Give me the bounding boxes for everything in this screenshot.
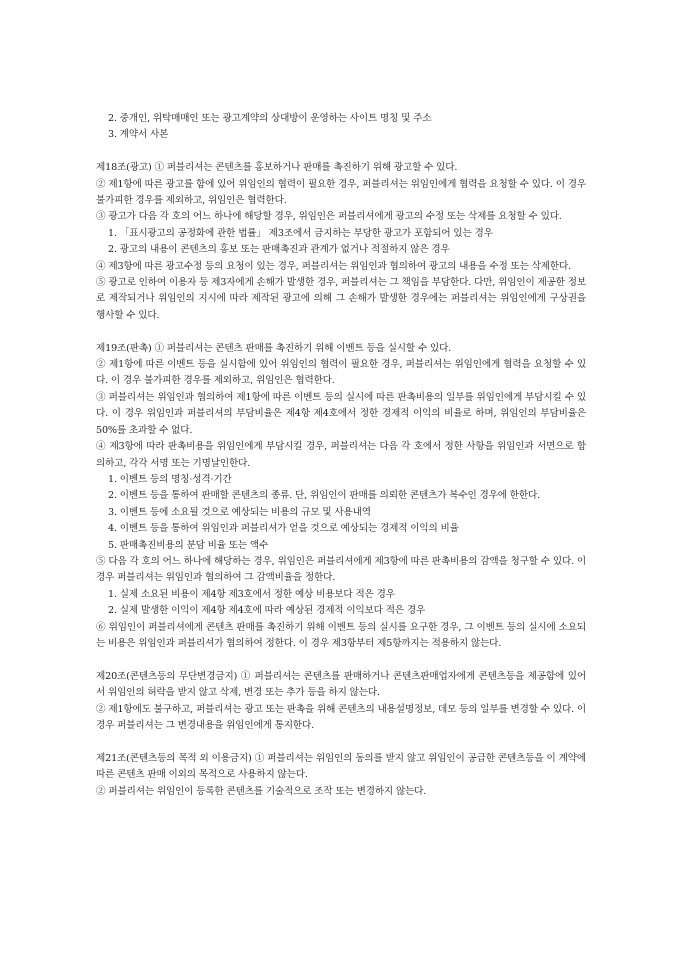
list-item: 2. 중개인, 위탁매매인 또는 광고계약의 상대방이 운영하는 사이트 명칭 및 주소 bbox=[108, 113, 432, 124]
list-item: 3. 계약서 사본 bbox=[108, 129, 169, 141]
list-item: 2. 실제 발생한 이익이 제4항 제4호에 따라 예상된 경제적 이익보다 적은 경우 bbox=[108, 605, 426, 617]
clause-paragraph: 제19조(판촉) ① 퍼블리셔는 콘텐츠 판매를 촉진하기 위해 이벤트 등을 실시할 수 있다. bbox=[96, 342, 452, 354]
list-item: 5. 판매촉진비용의 분담 비율 또는 액수 bbox=[108, 539, 269, 551]
list-item: 2. 이벤트 등을 통하여 판매할 콘텐츠의 종류. 단, 위임인이 판매를 의뢰한 콘텐츠가 복수인 경우에 한한다. bbox=[108, 490, 540, 502]
list-item: 1. 이벤트 등의 명칭·성격·기간 bbox=[108, 473, 232, 485]
paragraph-gap bbox=[96, 734, 586, 750]
clause-paragraph: ⑤ 광고로 인하여 이용자 등 제3자에게 손해가 발생한 경우, 퍼블리셔는 그 책임을 부담한다. 다만, 위임인이 제공한 정보로 제작되거나 위임인의 지시에 따라 제작된 광고에 의해 그 손해가 발생한 경우에는 퍼블리셔는 위임인에게 구상권을 행사할 수 있다. bbox=[96, 277, 586, 321]
clause-paragraph: 제20조(콘텐츠등의 무단변경금지) ① 퍼블리셔는 콘텐츠를 판매하거나 콘텐츠판매업자에게 콘텐츠등을 제공함에 있어서 위임인의 허락을 받지 않고 삭제, 변경 또는 추가 등을 하지 않는다. bbox=[96, 670, 586, 699]
clause-paragraph: ③ 퍼블리셔는 위임인과 협의하여 제1항에 따른 이벤트 등의 실시에 따른 판촉비용의 일부를 위임인에게 부담시킬 수 있다. 이 경우 위임인과 퍼블리셔의 부담비율은 제4항 제4호에서 정한 경제적 이익의 비율로 하며, 위임인의 부담비율은 50%를 초과할 수 없다. bbox=[96, 391, 586, 436]
clause-paragraph: 제18조(광고) ① 퍼블리셔는 콘텐츠를 홍보하거나 판매를 촉진하기 위해 광고할 수 있다. bbox=[96, 162, 458, 174]
clause-paragraph: ② 제1항에 따른 이벤트 등을 실시함에 있어 위임인의 협력이 필요한 경우, 퍼블리셔는 위임인에게 협력을 요청할 수 있다. 이 경우 불가피한 경우를 제외하고, 위임인은 협력한다. bbox=[96, 359, 586, 387]
clause-paragraph: ② 퍼블리셔는 위임인이 등록한 콘텐츠를 기술적으로 조작 또는 변경하지 않는다. bbox=[96, 785, 427, 797]
paragraph-gap bbox=[96, 144, 586, 160]
clause-paragraph: ⑤ 다음 각 호의 어느 하나에 해당하는 경우, 위임인은 퍼블리셔에게 제3항에 따른 판촉비용의 감액을 청구할 수 있다. 이 경우 퍼블리셔는 위임인과 협의하여 그 감액비율을 정한다. bbox=[96, 555, 586, 584]
list-item: 1. 실제 소요된 비용이 제4항 제3호에서 정한 예상 비용보다 적은 경우 bbox=[108, 588, 395, 600]
clause-paragraph: ③ 광고가 다음 각 호의 어느 하나에 해당할 경우, 위임인은 퍼블리셔에게 광고의 수정 또는 삭제를 요청할 수 있다. bbox=[96, 211, 562, 223]
clause-paragraph: ④ 제3항에 따른 광고수정 등의 요청이 있는 경우, 퍼블리셔는 위임인과 협의하여 광고의 내용을 수정 또는 삭제한다. bbox=[96, 260, 571, 272]
clause-paragraph: ② 제1항에 따른 광고를 함에 있어 위임인의 협력이 필요한 경우, 퍼블리셔는 위임인에게 협력을 요청할 수 있다. 이 경우 불가피한 경우를 제외하고, 위임인은 협력한다. bbox=[96, 178, 586, 207]
paragraph-gap bbox=[96, 652, 586, 668]
list-item: 4. 이벤트 등을 통하여 위임인과 퍼블리셔가 얻을 것으로 예상되는 경제적 이익의 비율 bbox=[108, 523, 459, 535]
document-page bbox=[96, 111, 586, 800]
paragraph-gap bbox=[96, 324, 586, 340]
list-item: 1. 「표시광고의 공정화에 관한 법률」 제3조에서 금지하는 부당한 광고가 포함되어 있는 경우 bbox=[108, 227, 493, 239]
clause-paragraph: 제21조(콘텐츠등의 목적 외 이용금지) ① 퍼블리셔는 위임인의 동의를 받지 않고 위임인이 공급한 콘텐츠등을 이 계약에 따른 콘텐츠 판매 이외의 목적으로 사용하지 않는다. bbox=[96, 752, 586, 781]
clause-paragraph: ④ 제3항에 따라 판촉비용을 위임인에게 부담시킬 경우, 퍼블리셔는 다음 각 호에서 정한 사항을 위임인과 서면으로 합의하고, 각각 서명 또는 기명날인한다. bbox=[96, 441, 586, 469]
clause-paragraph: ⑥ 위임인이 퍼블리셔에게 콘텐츠 판매를 촉진하기 위해 이벤트 등의 실시를 요구한 경우, 그 이벤트 등의 실시에 소요되는 비용은 위임인과 퍼블리셔가 협의하여 정한다. 이 경우 제3항부터 제5항까지는 적용하지 않는다. bbox=[96, 621, 586, 649]
list-item: 2. 광고의 내용이 콘텐츠의 홍보 또는 판매촉진과 관계가 없거나 적절하지 않은 경우 bbox=[108, 244, 450, 256]
list-item: 3. 이벤트 등에 소요될 것으로 예상되는 비용의 규모 및 사용내역 bbox=[108, 506, 371, 518]
clause-paragraph: ② 제1항에도 불구하고, 퍼블리셔는 광고 또는 판촉을 위해 콘텐츠의 내용설명정보, 데모 등의 일부를 변경할 수 있다. 이 경우 퍼블리셔는 그 변경내용을 위임인에게 통지한다. bbox=[96, 703, 586, 731]
